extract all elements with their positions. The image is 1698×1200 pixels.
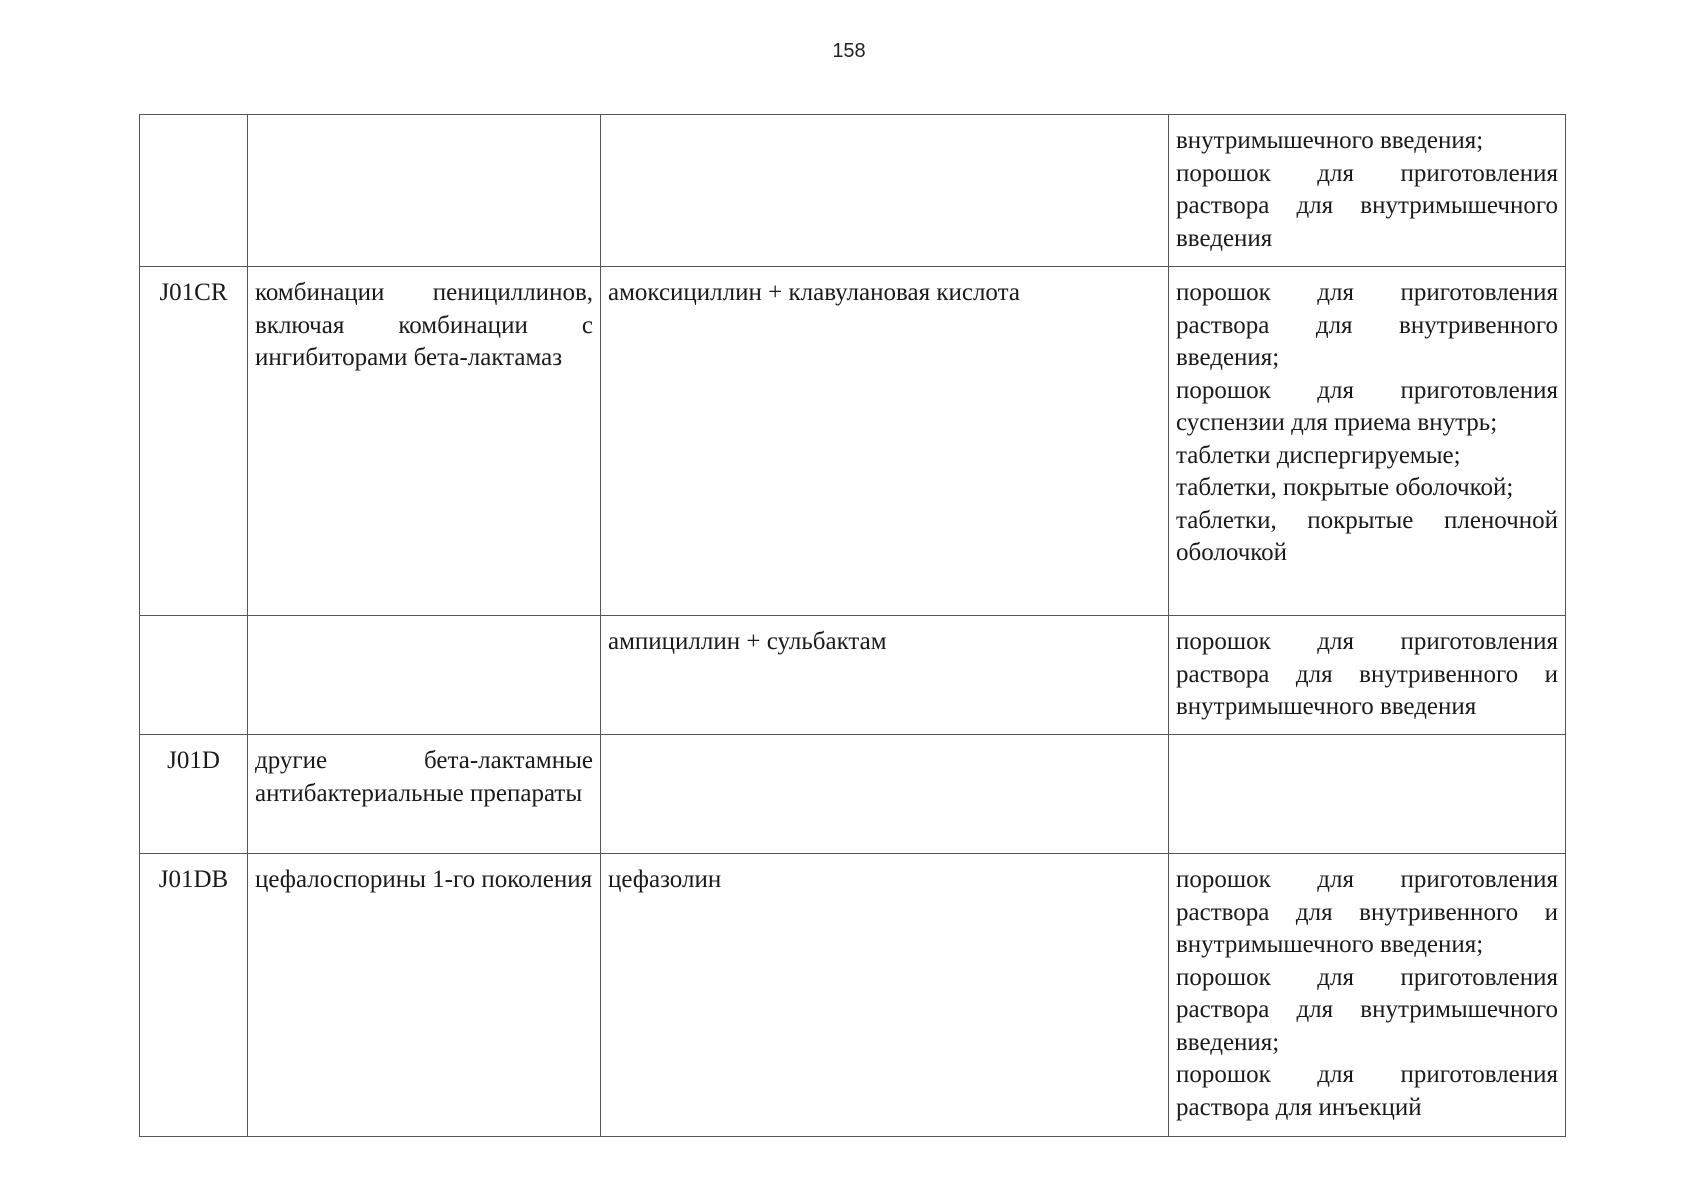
group-name-cell: комбинации пенициллинов, включая комбинации с ингибиторами бета-лактамаз <box>248 267 601 616</box>
dosage-form: порошок для приготовления суспензии для приема внутрь; <box>1176 376 1558 436</box>
substance-cell: цефазолин <box>601 854 1169 1137</box>
substance-cell: амоксициллин + клавулановая кислота <box>601 267 1169 616</box>
page-number: 158 <box>832 40 866 62</box>
dosage-form: таблетки, покрытые оболочкой; <box>1176 474 1514 501</box>
dosage-forms-cell <box>1169 115 1566 267</box>
dosage-forms-cell <box>1169 267 1566 616</box>
dosage-form: таблетки, покрытые пленочной оболочкой <box>1176 506 1558 566</box>
dosage-form: порошок для приготовления раствора для внутривенного и внутримышечного введения <box>1176 628 1558 720</box>
dosage-forms-cell <box>1169 854 1566 1137</box>
table-row <box>140 854 1566 1137</box>
substance-cell <box>601 115 1169 267</box>
table-row <box>140 735 1566 854</box>
dosage-form: порошок для приготовления раствора для внутримышечного введения; <box>1176 963 1558 1056</box>
dosage-form: таблетки диспергируемые; <box>1176 441 1461 469</box>
table-row <box>140 115 1566 267</box>
dosage-form: порошок для приготовления раствора для инъекций <box>1176 1061 1558 1121</box>
dosage-forms-cell <box>1169 616 1566 735</box>
dosage-form: порошок для приготовления раствора для внутривенного и внутримышечного введения; <box>1176 866 1558 958</box>
dosage-form: порошок для приготовления раствора для внутримышечного введения <box>1176 159 1558 252</box>
group-name-cell: другие бета-лактамные антибактериальные препараты <box>248 735 601 854</box>
substance-cell <box>601 735 1169 854</box>
dosage-forms-cell <box>1169 735 1566 854</box>
substance-cell: ампициллин + сульбактам <box>601 616 1169 735</box>
dosage-form: внутримышечного введения; <box>1176 127 1484 154</box>
atc-code-cell: J01CR <box>140 267 248 616</box>
dosage-form: порошок для приготовления раствора для внутривенного введения; <box>1176 279 1558 371</box>
atc-code-cell <box>140 616 248 735</box>
atc-code-cell: J01DB <box>140 854 248 1137</box>
atc-code-cell: J01D <box>140 735 248 854</box>
table-row <box>140 267 1566 616</box>
drug-table <box>139 114 1566 1137</box>
group-name-cell <box>248 616 601 735</box>
group-name-cell <box>248 115 601 267</box>
group-name-cell: цефалоспорины 1-го поколения <box>248 854 601 1137</box>
atc-code-cell <box>140 115 248 267</box>
table-row <box>140 616 1566 735</box>
